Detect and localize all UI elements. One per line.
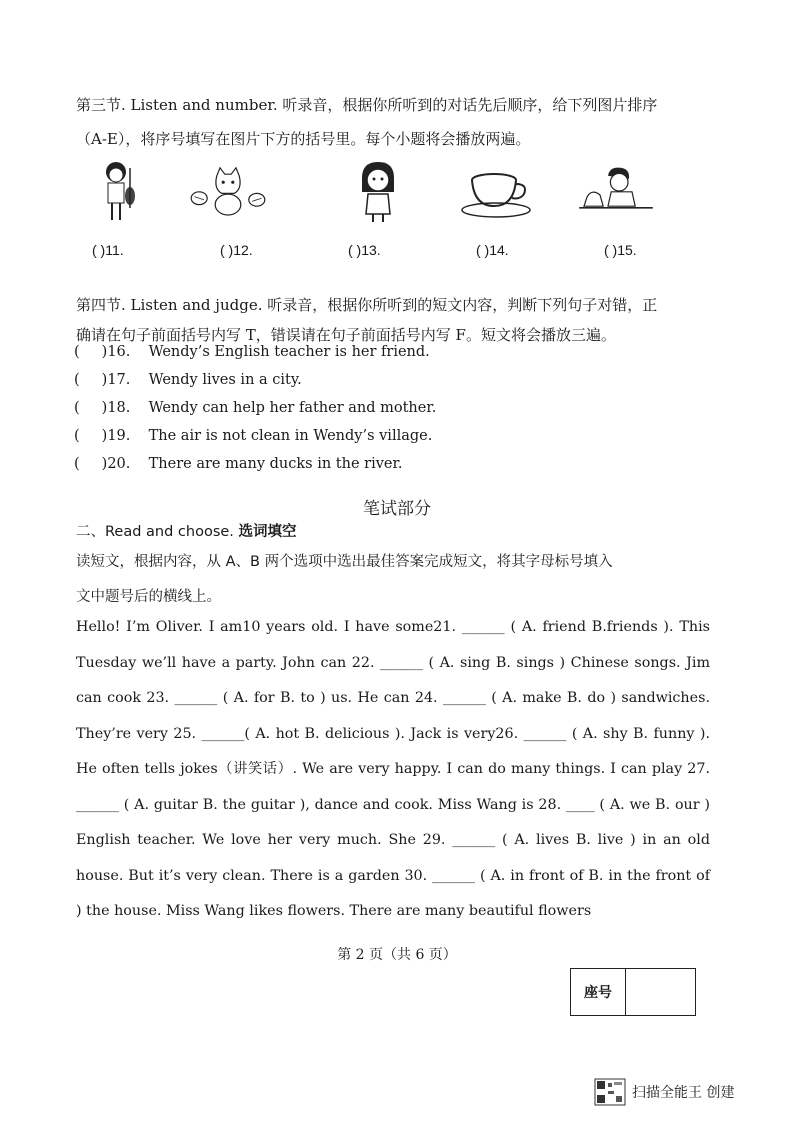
judge-item-18 — [74, 394, 436, 422]
statement-text: Wendy can help her father and mother. — [148, 400, 437, 416]
item-12 — [220, 242, 253, 258]
item-11 — [92, 242, 124, 258]
item-number: 12. — [233, 242, 253, 258]
item-number: )20. — [101, 456, 131, 472]
cloze-passage: Hello! I’m Oliver. I am10 years old. I have some21. ______ ( A. friend B.friends ). This Tuesday we’ll have a party. John can 22. ______ ( A. sing B. sings ) Chinese songs. Jim can cook 23. ______ ( A. for B. to ) us. He can 24. ______ ( A. make B. do ) sandwiches. They’re very 25. ______( A. hot B. delicious ). Jack is very26. ______ ( A. shy B. funny ). He often tells jokes（讲笑话）. We are very happy. I can do many things. I can play 27. ______ ( A. guitar B. the guitar ), dance and cook. Miss Wang is 28. ____ ( A. we B. our ) English teacher. We love her very much. She 29. ______ ( A. lives B. live ) in an old house. But it’s very clean. There is a garden 30. ______ ( A. in front of B. in the front of ) the house. Miss Wang likes flowers. There are many beautiful flowers — [76, 619, 710, 919]
boy-reading-icon — [576, 158, 656, 224]
item-15 — [604, 242, 637, 258]
section3-heading — [76, 88, 736, 156]
statement-text: There are many ducks in the river. — [148, 456, 403, 472]
judge-item-19 — [74, 422, 436, 450]
part2-instructions — [76, 545, 726, 615]
item-number: )16. — [101, 344, 131, 360]
judge-item-16 — [74, 338, 436, 366]
item-number: )18. — [101, 400, 131, 416]
scanner-text: 扫描全能王 创建 — [632, 1085, 735, 1101]
judge-item-17 — [74, 366, 436, 394]
item-14 — [476, 242, 509, 258]
section3-heading-line2: （A-E），将序号填写在图片下方的括号里。每个小题将会播放两遍。 — [76, 130, 531, 148]
instr-line1: 读短文，根据内容，从 A、B 两个选项中选出最佳答案完成短文，将其字母标号填入 — [76, 554, 613, 570]
statement-text: The air is not clean in Wendy’s village. — [148, 428, 433, 444]
part2-title-cn: 选词填空 — [238, 524, 297, 540]
instr-line2: 文中题号后的横线上。 — [76, 589, 221, 605]
answer-paren[interactable]: ( ) — [476, 242, 490, 258]
item-number: 11. — [105, 242, 124, 258]
girl-with-violin-icon — [84, 158, 164, 224]
qr-code-icon — [594, 1078, 626, 1106]
item-number: 14. — [489, 242, 509, 258]
statement-text: Wendy lives in a city. — [148, 372, 302, 388]
answer-paren[interactable]: ( ) — [348, 242, 362, 258]
answer-paren[interactable]: ( — [74, 400, 80, 416]
part2-title-en: Read and choose. — [105, 524, 234, 540]
picture-row — [76, 158, 726, 228]
written-section-title: 笔试部分 — [363, 499, 431, 519]
item-number: 13. — [361, 242, 381, 258]
picture-number-row — [76, 242, 726, 266]
part2-heading — [76, 520, 297, 541]
answer-paren[interactable]: ( — [74, 372, 80, 388]
seat-number-box — [570, 968, 696, 1016]
item-number: )17. — [101, 372, 131, 388]
item-number: )19. — [101, 428, 131, 444]
answer-paren[interactable]: ( — [74, 428, 80, 444]
section3-heading-line1: 第三节. Listen and number. 听录音，根据你所听到的对话先后顺序，给下列图片排序 — [76, 96, 658, 114]
seat-label: 座号 — [571, 969, 626, 1015]
answer-paren[interactable]: ( — [74, 456, 80, 472]
cat-with-birds-icon — [188, 158, 268, 224]
judge-list — [74, 338, 436, 478]
section4-heading-line1: 第四节. Listen and judge. 听录音，根据你所听到的短文内容，判断下列句子对错，正 — [76, 296, 658, 314]
section4-heading-line2: 确请在句子前面括号内写 T，错误请在句子前面括号内写 F。短文将会播放三遍。 — [76, 326, 616, 344]
item-13 — [348, 242, 381, 258]
judge-item-20 — [74, 450, 436, 478]
answer-paren[interactable]: ( ) — [92, 242, 106, 258]
answer-paren[interactable]: ( ) — [604, 242, 618, 258]
cup-icon — [458, 158, 538, 224]
answer-paren[interactable]: ( — [74, 344, 80, 360]
item-number: 15. — [617, 242, 637, 258]
page-footer: 第 2 页（共 6 页） — [337, 947, 457, 963]
scanner-watermark — [594, 1077, 734, 1107]
statement-text: Wendy’s English teacher is her friend. — [148, 344, 430, 360]
girl-icon — [338, 158, 418, 224]
seat-input[interactable] — [626, 969, 695, 1015]
part2-prefix: 二、 — [76, 524, 105, 540]
answer-paren[interactable]: ( ) — [220, 242, 234, 258]
